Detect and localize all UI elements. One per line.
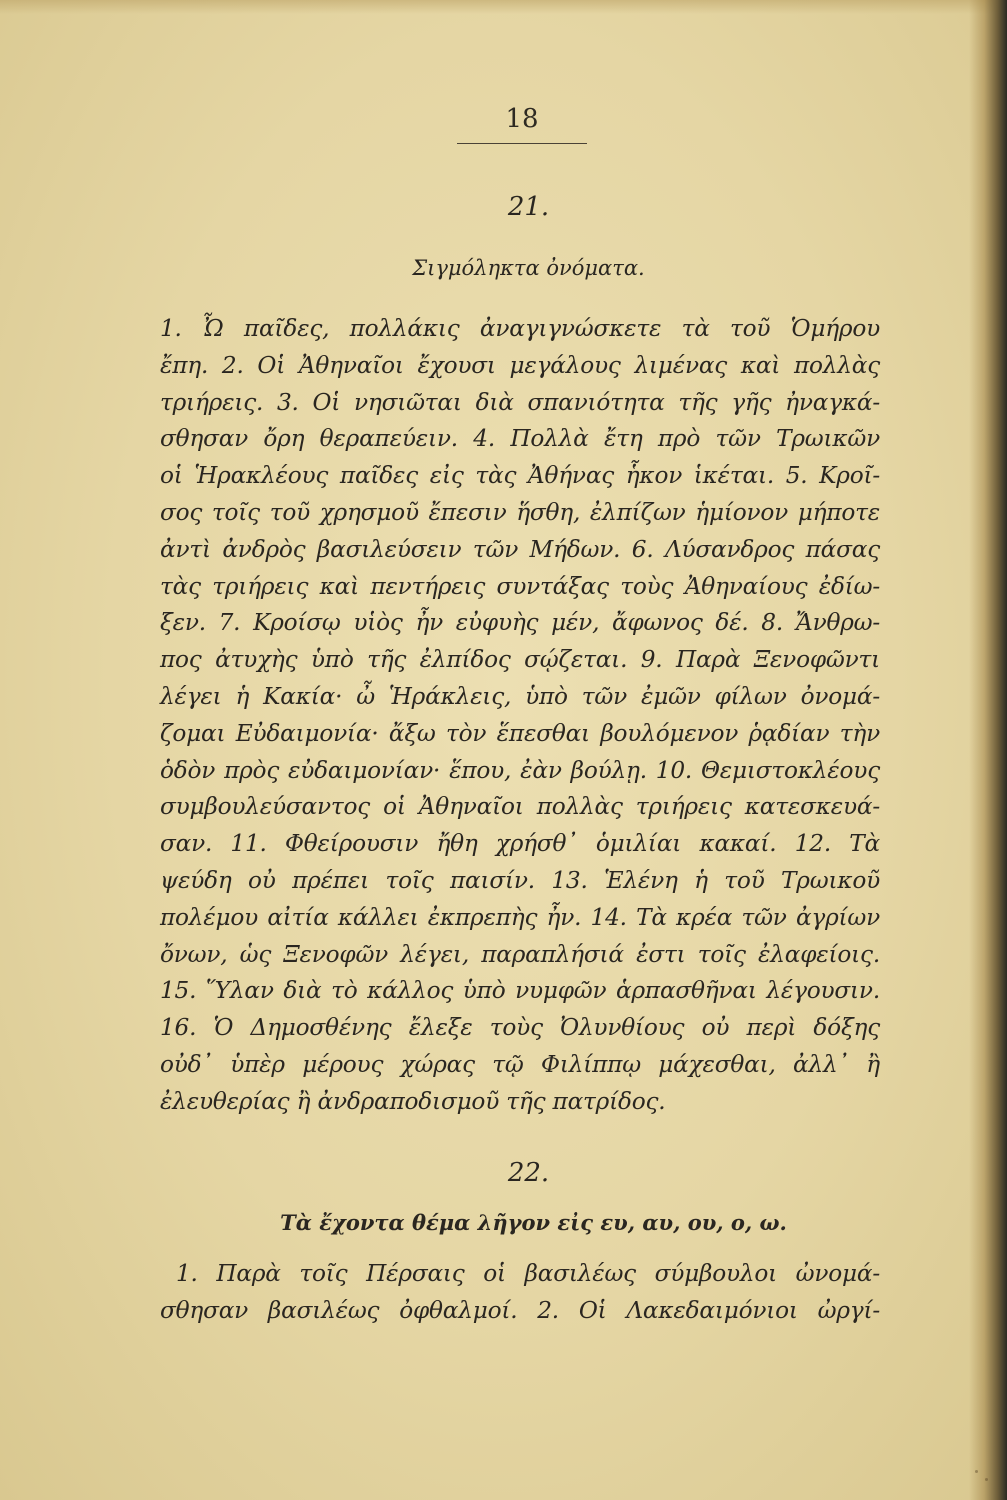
text-line: τριήρεις. 3. Οἱ νησιῶται διὰ σπανιότητα τῆς γῆς ἠναγκά-: [160, 388, 880, 416]
text-line: 16. Ὁ Δημοσθένης ἔλεξε τοὺς Ὀλυνθίους οὐ περὶ δόξης: [160, 1014, 880, 1042]
book-binding-edge: [969, 0, 1007, 1500]
text-line: 1. Ὦ παῖδες, πολλάκις ἀναγιγνώσκετε τὰ τοῦ Ὁμήρου: [160, 315, 880, 342]
text-line: ἀντὶ ἀνδρὸς βασιλεύσειν τῶν Μήδων. 6. Λύσανδρος πάσας: [160, 535, 880, 563]
text-line: πος ἀτυχὴς ὑπὸ τῆς ἐλπίδος σῴζεται. 9. Παρὰ Ξενοφῶντι: [160, 646, 880, 674]
section-22-body: [160, 1256, 880, 1330]
text-line: σος τοῖς τοῦ χρησμοῦ ἔπεσιν ἥσθη, ἐλπίζων ἡμίονον μήποτε: [160, 498, 880, 526]
page-top-shadow: [0, 0, 1007, 14]
text-line: ἐλευθερίας ἢ ἀνδραποδισμοῦ τῆς πατρίδος.: [160, 1087, 666, 1115]
text-line: τὰς τριήρεις καὶ πεντήρεις συντάξας τοὺς Ἀθηναίους ἐδίω-: [160, 572, 880, 600]
text-line: οὐδ᾽ ὑπὲρ μέρους χώρας τῷ Φιλίππῳ μάχεσθαι, ἀλλ᾽ ἢ: [160, 1050, 880, 1078]
text-line: ὄνων, ὡς Ξενοφῶν λέγει, παραπλήσιά ἐστι τοῖς ἐλαφείοις.: [160, 940, 880, 968]
text-line: πολέμου αἰτία κάλλει ἐκπρεπὴς ἦν. 14. Τὰ κρέα τῶν ἀγρίων: [160, 903, 880, 931]
text-line: σαν. 11. Φθείρουσιν ἤθη χρήσθ᾽ ὁμιλίαι κακαί. 12. Τὰ: [160, 830, 880, 858]
text-line: συμβουλεύσαντος οἱ Ἀθηναῖοι πολλὰς τριήρεις κατεσκευά-: [160, 793, 880, 821]
text-line: ὁδὸν πρὸς εὐδαιμονίαν· ἕπου, ἐὰν βούλῃ. 10. Θεμιστοκλέους: [160, 756, 880, 784]
text-line: ἔπη. 2. Οἱ Ἀθηναῖοι ἔχουσι μεγάλους λιμένας καὶ πολλὰς: [160, 351, 880, 379]
page-number-rule: [457, 143, 587, 144]
paper-speck: [985, 1478, 988, 1481]
paper-speck: [975, 1470, 978, 1473]
text-line: σθησαν βασιλέως ὀφθαλμοί. 2. Οἱ Λακεδαιμόνιοι ὠργί-: [160, 1296, 880, 1324]
text-line: λέγει ἡ Κακία· ὦ Ἡράκλεις, ὑπὸ τῶν ἐμῶν φίλων ὀνομά-: [160, 682, 880, 710]
text-line: 1. Παρὰ τοῖς Πέρσαις οἱ βασιλέως σύμβουλοι ὠνομά-: [176, 1260, 880, 1287]
text-line: ζομαι Εὐδαιμονία· ἄξω τὸν ἕπεσθαι βουλόμενον ῥᾳδίαν τὴν: [160, 719, 880, 747]
section-21-number: 21.: [507, 192, 550, 222]
page-number: 18: [505, 104, 539, 134]
text-line: ξεν. 7. Κροίσῳ υἱὸς ἦν εὐφυὴς μέν, ἄφωνος δέ. 8. Ἄνθρω-: [160, 609, 880, 637]
section-22-title: Τὰ ἔχοντα θέμα λῆγον εἰς ευ, αυ, ου, ο, ω.: [280, 1210, 787, 1235]
text-line: σθησαν ὄρη θεραπεύειν. 4. Πολλὰ ἔτη πρὸ τῶν Τρωικῶν: [160, 425, 880, 453]
text-line: οἱ Ἡρακλέους παῖδες εἰς τὰς Ἀθήνας ἧκον ἱκέται. 5. Κροῖ-: [160, 462, 880, 490]
text-line: 15. Ὕλαν διὰ τὸ κάλλος ὑπὸ νυμφῶν ἁρπασθῆναι λέγουσιν.: [160, 977, 880, 1005]
section-21-body: [160, 311, 880, 1121]
section-22-number: 22.: [507, 1158, 550, 1188]
text-line: ψεύδη οὐ πρέπει τοῖς παισίν. 13. Ἑλένη ἡ τοῦ Τρωικοῦ: [160, 866, 880, 894]
section-21-title: Σιγμόληκτα ὀνόματα.: [412, 256, 645, 280]
